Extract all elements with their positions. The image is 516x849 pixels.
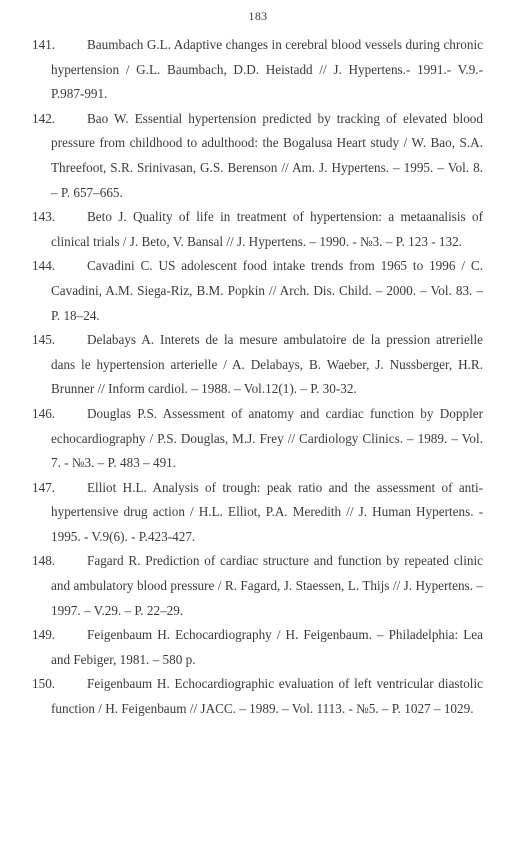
reference-text: Bao W. Essential hypertension predicted by tracking of elevated blood pressure from childhood to adulthood: the Bogalusa Heart study / W. Bao, S.A. Threefoot, S.R. Srinivasan, G.S. Berenson // Am. J. Hypertens. – 1995. – Vol. 8. – P. 657–665. [51,110,483,200]
reference-text: Baumbach G.L. Adaptive changes in cerebral blood vessels during chronic hypertension / G.L. Baumbach, D.D. Heistadd // J. Hypertens.- 1991.- V.9.- P.987-991. [51,37,483,102]
reference-number: 148. [32,553,56,569]
reference-number: 149. [32,627,56,643]
reference-item [32,328,483,402]
reference-number: 142. [32,110,56,126]
reference-number: 143. [32,209,56,225]
reference-list [32,33,483,722]
reference-text: Feigenbaum H. Echocardiographic evaluation of left ventricular diastolic function / H. Feigenbaum // JACC. – 1989. – Vol. 1113. - №5. – P. 1027 – 1029. [51,676,483,717]
reference-item [32,254,483,328]
reference-number: 141. [32,37,56,52]
reference-number: 146. [32,405,56,421]
page-number: 183 [248,9,268,23]
reference-number: 147. [32,479,56,495]
reference-text: Elliot H.L. Analysis of trough: peak ratio and the assessment of anti-hypertensive drug action / H.L. Elliot, P.A. Meredith // J. Human Hypertens. - 1995. - V.9(6). - P.423-427. [51,479,483,544]
reference-item [32,476,483,550]
reference-text: Cavadini C. US adolescent food intake trends from 1965 to 1996 / C. Cavadini, A.M. Siega-Riz, B.M. Popkin // Arch. Dis. Child. – 2000. – Vol. 83. – P. 18–24. [51,258,483,323]
reference-number: 144. [32,258,56,274]
reference-item [32,205,483,254]
reference-text: Feigenbaum H. Echocardiography / H. Feigenbaum. – Philadelphia: Lea and Febiger, 1981. – 580 p. [51,627,483,667]
reference-item [32,549,483,623]
reference-item [32,33,483,107]
reference-item [32,672,483,721]
reference-item [32,623,483,672]
reference-item [32,402,483,476]
reference-item [32,107,483,205]
reference-text: Delabays A. Interets de la mesure ambulatoire de la pression atrerielle dans le hypertension arterielle / A. Delabays, B. Waeber, J. Nussberger, H.R. Brunner // Inform cardiol. – 1988. – Vol.12(1). – P. 30-32. [51,332,483,397]
reference-number: 150. [32,676,56,692]
reference-text: Beto J. Quality of life in treatment of hypertension: a metaanalisis of clinical trials / J. Beto, V. Bansal // J. Hypertens. – 1990. - №3. – P. 123 - 132. [51,209,483,249]
reference-text: Fagard R. Prediction of cardiac structure and function by repeated clinic and ambulatory blood pressure / R. Fagard, J. Staessen, L. Thijs // J. Hypertens. – 1997. – V.29. – P. 22–29. [51,553,483,618]
reference-number: 145. [32,332,56,348]
reference-text: Douglas P.S. Assessment of anatomy and cardiac function by Doppler echocardiography / P.S. Douglas, M.J. Frey // Cardiology Clinics. – 1989. – Vol. 7. - №3. – P. 483 – 491. [51,405,483,471]
